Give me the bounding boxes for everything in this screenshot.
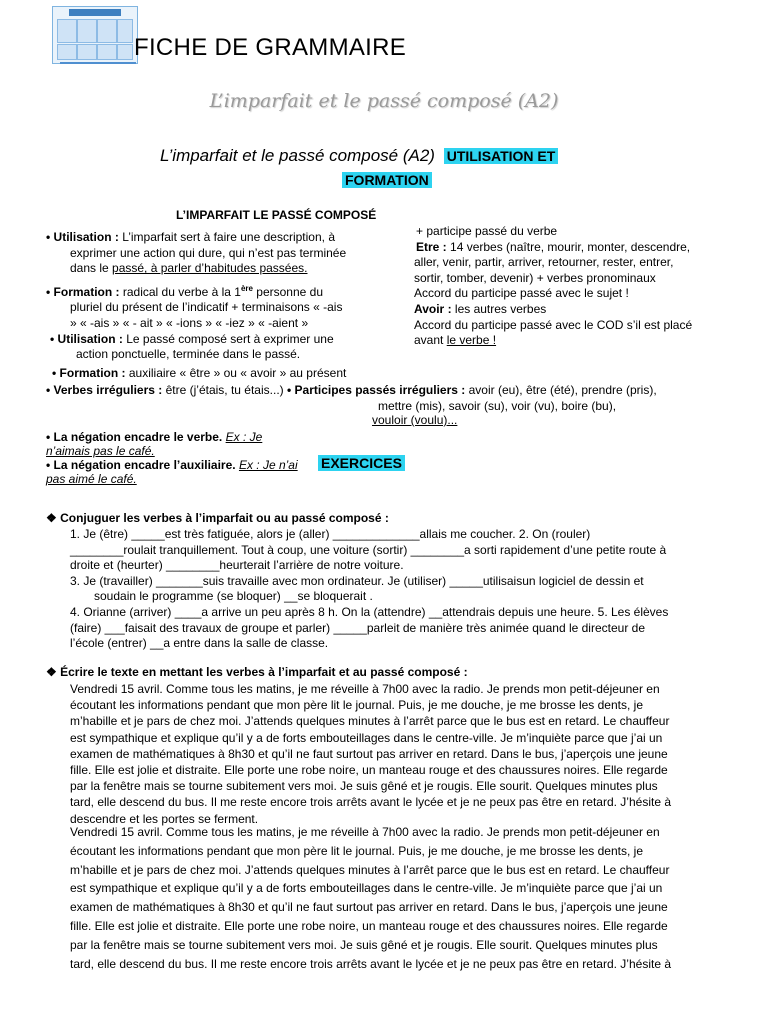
- exercise2-heading: ❖ Écrire le texte en mettant les verbes à l’imparfait et au passé composé :: [46, 665, 468, 679]
- page-title: FICHE DE GRAMMAIRE: [134, 34, 407, 61]
- exercise2-text-2: Vendredi 15 avril. Comme tous les matins, je me réveille à 7h00 avec la radio. Je prends mon petit-déjeuner en écoutant les informations pendant que mon père lit le journal. Puis, je me douche, je me brosse les dents, je m’habille et je pars de chez moi. J’attends quelques minutes à l’arrêt parce que le bus est en retard. Le chauffeur est sympathique et explique qu’il y a de forts embouteillages dans le centre-ville. Je m’inquiète parce que j’ai un examen de mathématiques à 8h30 et qu’il ne faut surtout pas arriver en retard. Dans le bus, j’aperçois une jeune fille. Elle est jolie et distraite. Elle porte une robe noire, un manteau rouge et des chaussures noires. Elle regarde par la fenêtre mais se tourne subitement vers moi. Je suis gêné et je rougis. Elle sourit. Quelques minutes plus tard, elle descend du bus. Il me reste encore trois arrêts avant le lycée et je ne peux pas être en retard. J’hésite à: [70, 825, 671, 971]
- exercise2-text-1: Vendredi 15 avril. Comme tous les matins, je me réveille à 7h00 avec la radio. Je prends mon petit-déjeuner en écoutant les informations pendant que mon père lit le journal. Puis, je me douche, je me brosse les dents, je m’habille et je pars de chez moi. J’attends quelques minutes à l’arrêt parce que le bus est en retard. Le chauffeur est sympathique et explique qu’il y a de forts embouteillages dans le centre-ville. Je m’inquiète parce que j’ai un examen de mathématiques à 8h30 et qu’il ne faut surtout pas arriver en retard. Dans le bus, j’aperçois une jeune fille. Elle est jolie et distraite. Elle porte une robe noire, un manteau rouge et des chaussures noires. Elle regarde par la fenêtre mais se tourne subitement vers moi. Je suis gêné et je rougis. Elle sourit. Quelques minutes plus tard, elle descend du bus. Il me reste encore trois arrêts avant le lycée et je ne peux pas être en retard. J’hésite à descendre et les portes se ferment.: [70, 682, 671, 826]
- exercise1-body: 1. Je (être) _____est très fatiguée, alors je (aller) _____________allais me coucher. 2. On (rouler) ________roulait tranquillement. Tout à coup, une voiture (sortir) ________a sorti rapidement d’une petite route à droite et (heurter) ________heurterait l’arrière de notre voiture. 3. Je (travailler) _______suis travaille avec mon ordinateur. Je (utiliser) _____utilisaisun logiciel de dessin et soudain le programme (se bloquer) __se bloquerait . 4. Orianne (arriver) ____a arrive un peu après 8 h. On la (attendre) __attendrais depuis une heure. 5. Les élèves (faire) ___faisait des travaux de groupe et parler) _____parleit de manière très animée quand le directeur de l’école (entrer) __a entre dans la salle de classe.: [70, 527, 669, 651]
- exercise1-heading: ❖ Conjuguer les verbes à l’imparfait ou au passé composé :: [46, 511, 389, 525]
- irregular-verbs: • Verbes irréguliers : être (j’étais, tu étais...) • Participes passés irréguliers : avoir (eu), être (été), prendre (pris),: [46, 383, 657, 397]
- grammar-logo: [52, 6, 138, 64]
- irregular-participles-3: vouloir (voulu)...: [372, 413, 458, 427]
- tag-formation: FORMATION: [342, 172, 432, 188]
- banner-heading: L’imparfait et le passé composé (A2): [209, 90, 559, 112]
- irregular-participles-2: mettre (mis), savoir (su), voir (vu), boire (bu),: [378, 399, 617, 413]
- formation-pc: • Formation : auxiliaire « être » ou « avoir » au présent: [52, 366, 347, 380]
- negation-verb-example: n’aimais pas le café.: [46, 444, 155, 458]
- title-underline: [60, 62, 136, 64]
- right-column: + participe passé du verbe Etre : 14 verbes (naître, mourir, monter, descendre, aller, venir, partir, arriver, retourner, rester, entrer, sortir, tomber, devenir) + verbes pronominaux Accord du participe passé avec le sujet ! Avoir : les autres verbes Accord du participe passé avec le COD s’il est placé avant le verbe !: [414, 224, 693, 348]
- subtitle: L’imparfait et le passé composé (A2) UTILISATION ET: [160, 146, 558, 166]
- section-heading: L’IMPARFAIT LE PASSÉ COMPOSÉ: [176, 208, 377, 222]
- left-column: • Utilisation : L’imparfait sert à faire une description, à exprimer une action qui dure, qui n’est pas terminée dans le passé, à parler d’habitudes passées. • Formation : radical du verbe à la 1ère personne du pluriel du présent de l’indicatif + terminaisons « -ais » « -ais » « - ait » « -ions » « -iez » « -aient » • Utilisation : Le passé composé sert à exprimer une action ponctuelle, terminée dans le passé.: [46, 230, 347, 362]
- negation-verb: • La négation encadre le verbe. Ex : Je: [46, 430, 263, 444]
- negation-auxiliary: • La négation encadre l’auxiliaire. Ex : Je n’ai: [46, 458, 298, 472]
- negation-auxiliary-example: pas aimé le café.: [46, 472, 137, 486]
- exercices-label: EXERCICES: [318, 455, 405, 471]
- tag-utilisation: UTILISATION ET: [444, 148, 559, 164]
